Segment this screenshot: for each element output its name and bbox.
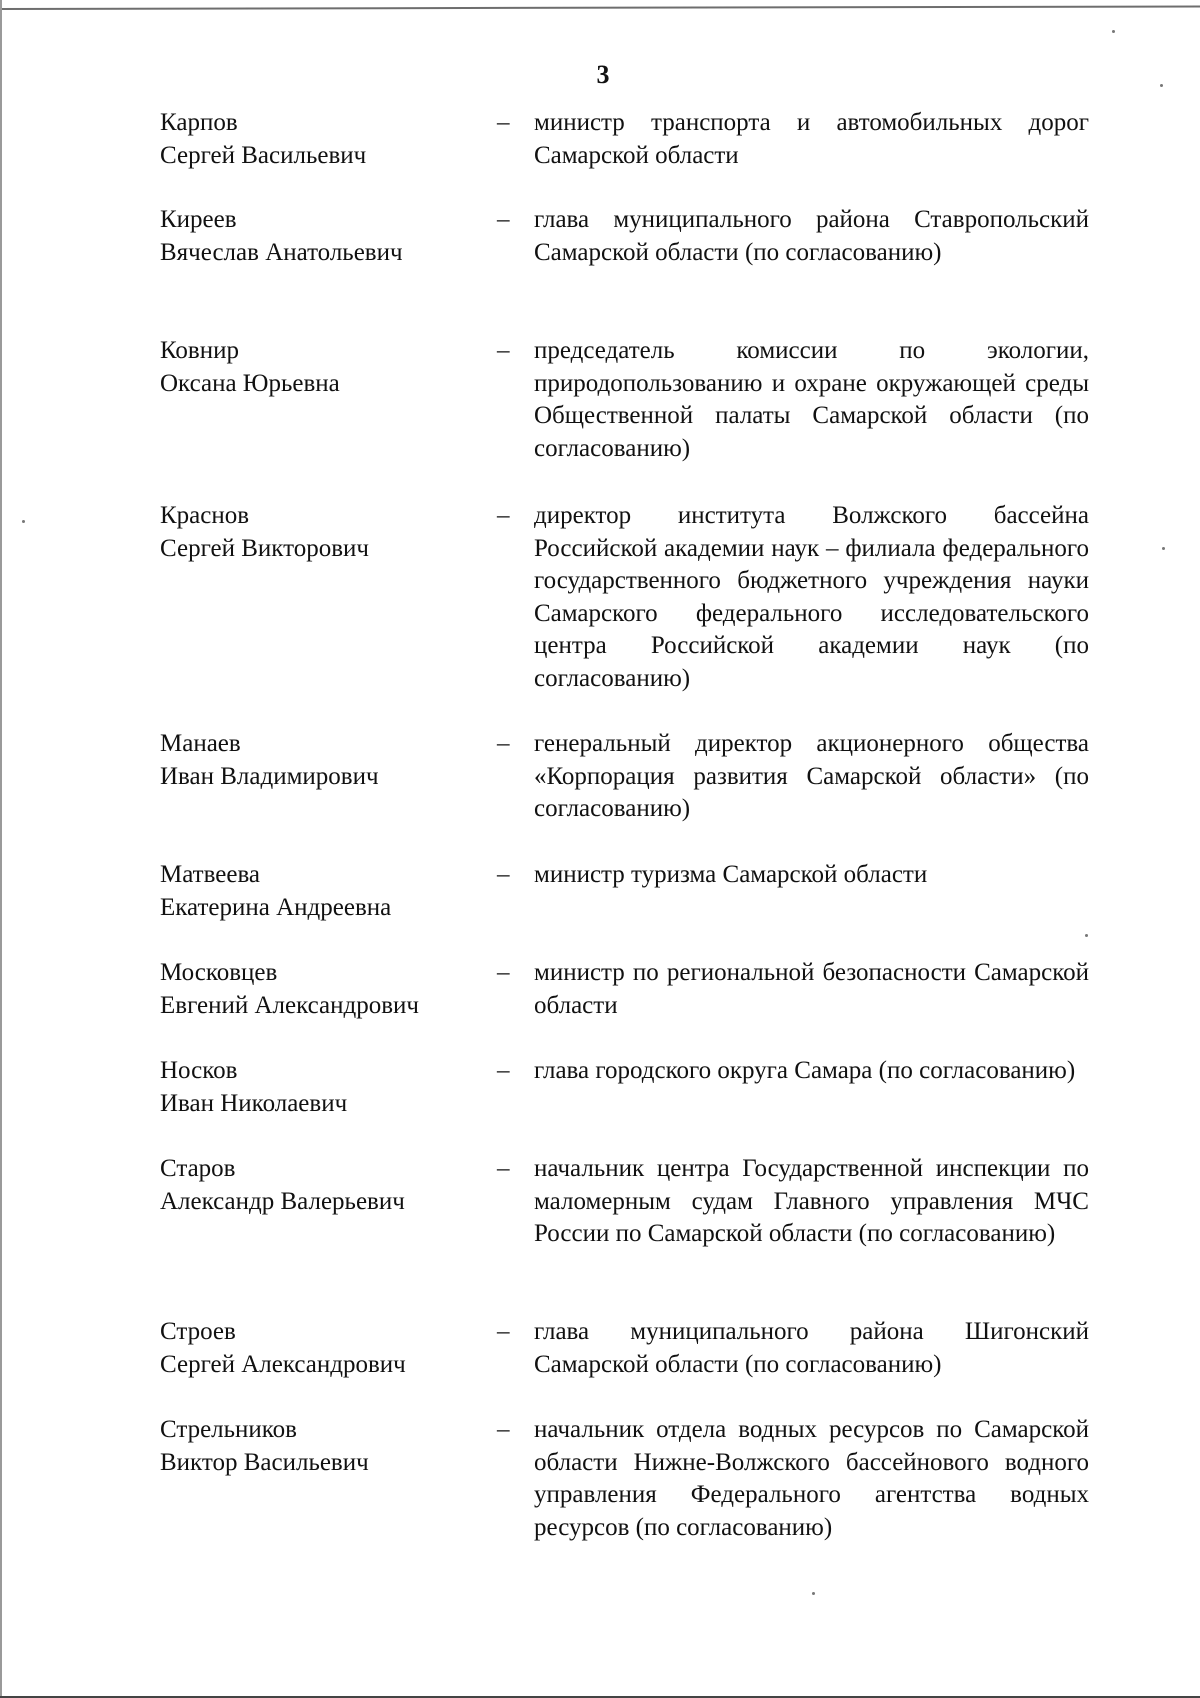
member-surname: Матвеева xyxy=(160,861,261,888)
entry-dash: – xyxy=(497,730,510,757)
member-position: министр транспорта и автомобильных дорог Самарской области xyxy=(534,109,1089,169)
member-surname: Московцев xyxy=(160,959,278,986)
member-name xyxy=(160,335,490,400)
member-given-names: Евгений Александрович xyxy=(160,991,419,1019)
member-surname: Ковнир xyxy=(160,337,239,364)
entry-dash: – xyxy=(497,861,510,888)
member-name xyxy=(160,1316,490,1381)
entry-dash: – xyxy=(497,1155,510,1182)
entry-dash: – xyxy=(497,206,510,233)
member-given-names: Иван Владимирович xyxy=(160,762,379,790)
scan-speck xyxy=(1112,30,1115,33)
scan-edge-top xyxy=(0,5,1200,10)
member-position: министр туризма Самарской области xyxy=(534,861,928,888)
scan-edge-left xyxy=(0,0,2,1698)
entry-dash: – xyxy=(497,109,510,136)
member-given-names: Екатерина Андреевна xyxy=(160,893,392,921)
member-given-names: Оксана Юрьевна xyxy=(160,369,340,397)
member-position: директор института Волжского бассейна Российской академии наук – филиала федерального государственного бюджетного учреждения науки Самарского федерального исследовательского центра Российской академии наук (по согласованию) xyxy=(534,502,1089,692)
member-name xyxy=(160,1153,490,1218)
member-given-names: Вячеслав Анатольевич xyxy=(160,238,403,266)
scan-speck xyxy=(812,1592,815,1595)
entry-dash: – xyxy=(497,1416,510,1443)
page-number: 3 xyxy=(596,60,610,89)
member-surname: Носков xyxy=(160,1057,238,1084)
member-position: глава муниципального района Шигонский Самарской области (по согласованию) xyxy=(534,1318,1089,1378)
entry-dash: – xyxy=(497,502,510,529)
member-surname: Стрельников xyxy=(160,1416,297,1443)
member-name xyxy=(160,500,490,565)
member-name xyxy=(160,1414,490,1479)
entry-dash: – xyxy=(497,959,510,986)
member-position: генеральный директор акционерного общества «Корпорация развития Самарской области» (по согласованию) xyxy=(534,730,1089,822)
member-given-names: Иван Николаевич xyxy=(160,1089,348,1117)
member-given-names: Сергей Викторович xyxy=(160,534,369,562)
member-name xyxy=(160,204,490,269)
member-name xyxy=(160,728,490,793)
member-given-names: Виктор Васильевич xyxy=(160,1448,369,1476)
member-position: глава городского округа Самара (по согласованию) xyxy=(534,1057,1076,1084)
member-surname: Карпов xyxy=(160,109,238,136)
scan-speck xyxy=(22,520,25,523)
member-position: глава муниципального района Ставропольский Самарской области (по согласованию) xyxy=(534,206,1089,266)
entry-dash: – xyxy=(497,1318,510,1345)
member-given-names: Сергей Александрович xyxy=(160,1350,406,1378)
member-surname: Манаев xyxy=(160,730,241,757)
member-position: министр по региональной безопасности Самарской области xyxy=(534,959,1089,1019)
scan-speck xyxy=(1162,547,1165,550)
member-name xyxy=(160,1055,490,1120)
member-given-names: Александр Валерьевич xyxy=(160,1187,405,1215)
entry-dash: – xyxy=(497,1057,510,1084)
member-position: начальник центра Государственной инспекции по маломерным судам Главного управления МЧС России по Самарской области (по согласованию) xyxy=(534,1155,1089,1247)
entry-dash: – xyxy=(497,337,510,364)
member-surname: Киреев xyxy=(160,206,237,233)
scan-speck xyxy=(1160,84,1163,87)
member-position: начальник отдела водных ресурсов по Самарской области Нижне-Волжского бассейнового водного управления Федерального агентства водных ресурсов (по согласованию) xyxy=(534,1416,1089,1541)
member-name xyxy=(160,859,490,924)
scan-speck xyxy=(1085,934,1088,937)
member-surname: Старов xyxy=(160,1155,236,1182)
member-name xyxy=(160,957,490,1022)
member-surname: Краснов xyxy=(160,502,250,529)
member-surname: Строев xyxy=(160,1318,236,1345)
member-name xyxy=(160,107,490,172)
member-position: председатель комиссии по экологии, природопользованию и охране окружающей среды Общественной палаты Самарской области (по согласованию) xyxy=(534,337,1089,462)
member-given-names: Сергей Васильевич xyxy=(160,141,367,169)
